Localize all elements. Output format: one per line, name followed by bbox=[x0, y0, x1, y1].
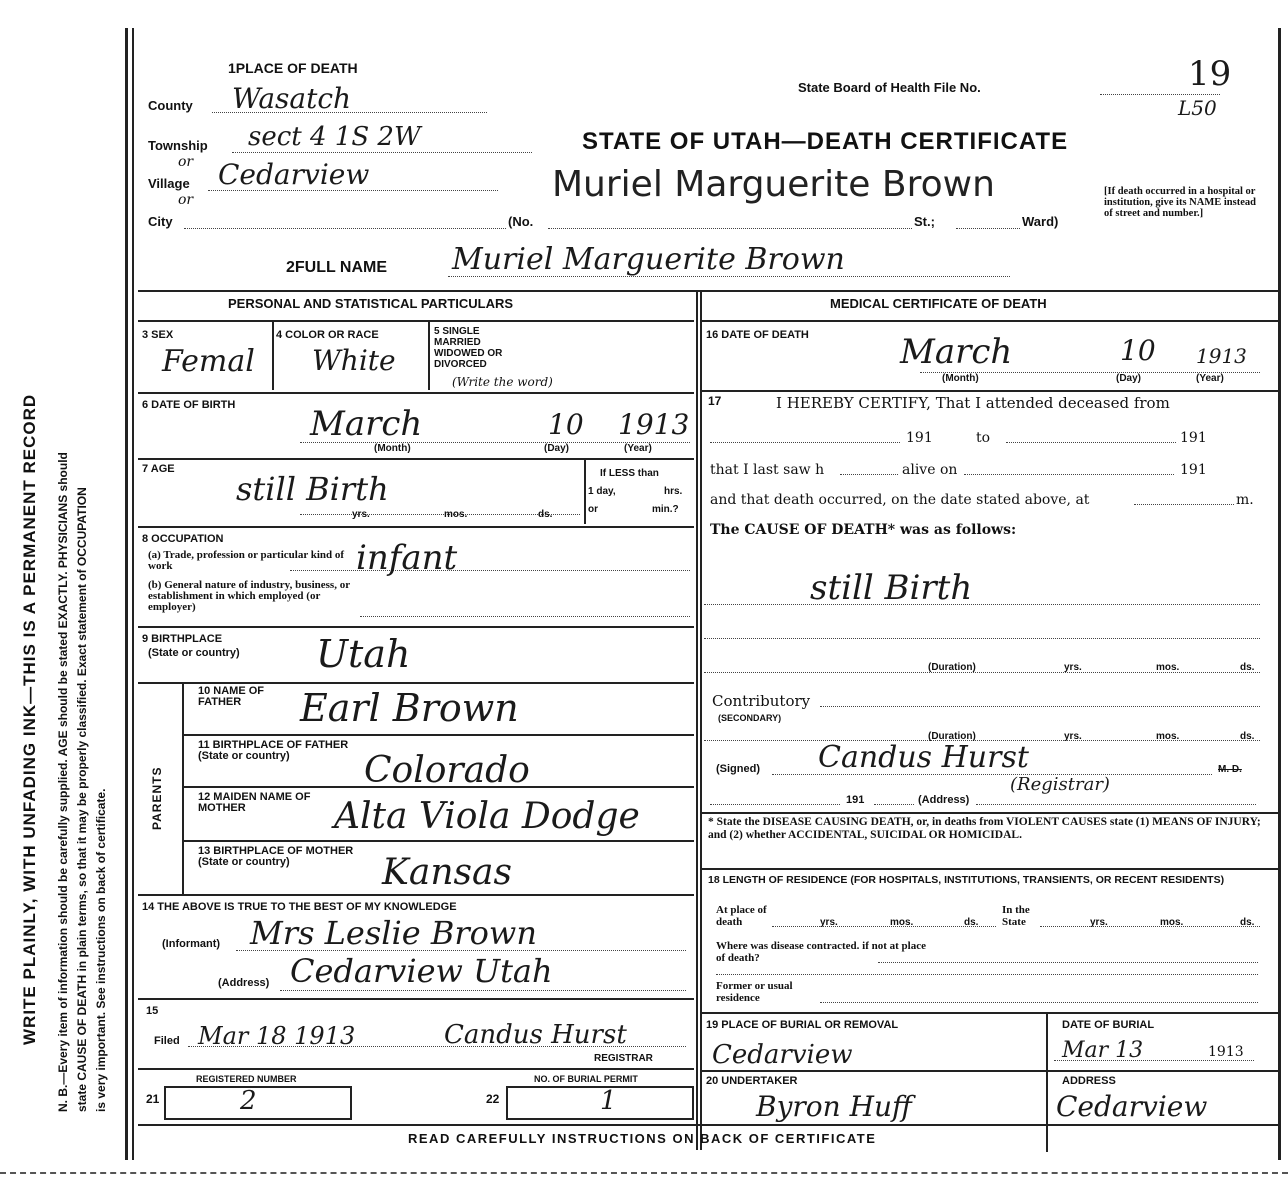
dob-year: 1913 bbox=[618, 408, 690, 441]
min-caption: min.? bbox=[652, 504, 679, 515]
occupation-b-label: (b) General nature of industry, business, or establishment in which employed (or employer) bbox=[148, 579, 350, 613]
length-of-residence-label: 18 LENGTH OF RESIDENCE (FOR HOSPITALS, INSTITUTIONS, TRANSIENTS, OR RECENT RESIDENTS) bbox=[708, 874, 1225, 886]
duration-label: (Duration) bbox=[928, 731, 976, 742]
mos-caption: mos. bbox=[1156, 662, 1180, 673]
month-caption: (Month) bbox=[942, 373, 979, 384]
color-label: 4 COLOR OR RACE bbox=[276, 329, 379, 341]
contributory-label: Contributory bbox=[712, 692, 811, 710]
mos-caption: mos. bbox=[1156, 731, 1180, 742]
ds-caption: ds. bbox=[538, 509, 553, 520]
right-section-title: MEDICAL CERTIFICATE OF DEATH bbox=[830, 296, 1047, 311]
occupation-a-label: (a) Trade, profession or particular kind of work bbox=[148, 549, 345, 572]
birthplace-sub-label: (State or country) bbox=[148, 647, 240, 659]
mother-birthplace-label: 13 BIRTHPLACE OF MOTHER (State or country) bbox=[198, 845, 354, 868]
mos-caption: mos. bbox=[1160, 917, 1184, 928]
yrs-caption: yrs. bbox=[1064, 662, 1082, 673]
street-label: St.; bbox=[914, 214, 935, 229]
sex-value: Femal bbox=[162, 344, 255, 379]
yrs-caption: yrs. bbox=[352, 509, 370, 520]
year-caption: (Year) bbox=[1196, 373, 1224, 384]
footnote: * State the DISEASE CAUSING DEATH, or, in deaths from VIOLENT CAUSES state (1) MEANS OF INJURY; and (2) whether ACCIDENTAL, SUICIDAL OR HOMICIDAL. bbox=[708, 816, 1261, 841]
yrs-caption: yrs. bbox=[1090, 917, 1108, 928]
file-number: 19 bbox=[1188, 54, 1232, 94]
mos-caption: mos. bbox=[890, 917, 914, 928]
undertaker-address-label: ADDRESS bbox=[1062, 1075, 1116, 1087]
mos-caption: mos. bbox=[444, 509, 468, 520]
full-name-value: Muriel Marguerite Brown bbox=[452, 242, 845, 277]
parents-label: PARENTS bbox=[150, 766, 164, 830]
dod-year: 1913 bbox=[1196, 344, 1247, 368]
dob-label: 6 DATE OF BIRTH bbox=[142, 399, 236, 411]
signed-label: (Signed) bbox=[716, 763, 760, 775]
instruction-note-2: state CAUSE OF DEATH in plain terms, so that it may be properly classified. Exact statement of OCCUPATION bbox=[75, 487, 89, 1112]
or-label: or bbox=[178, 192, 194, 208]
township-label: Township bbox=[148, 138, 208, 153]
certify-statement: I HEREBY CERTIFY, That I attended deceased from bbox=[776, 394, 1170, 412]
day-caption: (Day) bbox=[544, 443, 570, 454]
mother-birthplace-value: Kansas bbox=[382, 852, 512, 893]
village-value: Cedarview bbox=[218, 158, 370, 191]
date-of-burial-year: 1913 bbox=[1208, 1044, 1244, 1060]
year-191: 191 bbox=[1180, 462, 1207, 478]
father-birthplace-label: 11 BIRTHPLACE OF FATHER (State or country) bbox=[198, 739, 349, 762]
or-label: or bbox=[178, 154, 194, 170]
secondary-label: (SECONDARY) bbox=[718, 713, 782, 723]
registered-number-label: REGISTERED NUMBER bbox=[196, 1074, 297, 1084]
instruction-note-3: is very important. See instructions on back of certificate. bbox=[94, 788, 108, 1112]
dod-day: 10 bbox=[1120, 334, 1156, 367]
m-label: m. bbox=[1236, 492, 1254, 508]
typed-full-name: Muriel Marguerite Brown bbox=[552, 164, 995, 205]
county-label: County bbox=[148, 98, 193, 113]
registrar-note: (Registrar) bbox=[1010, 774, 1110, 795]
undertaker-address-value: Cedarview bbox=[1056, 1090, 1208, 1123]
ds-caption: ds. bbox=[1240, 917, 1255, 928]
where-contracted-label: Where was disease contracted. if not at place of death? bbox=[716, 940, 926, 964]
birthplace-value: Utah bbox=[316, 632, 411, 676]
burial-permit-value: 1 bbox=[600, 1086, 617, 1116]
full-name-label: 2FULL NAME bbox=[286, 259, 388, 276]
month-caption: (Month) bbox=[374, 443, 411, 454]
father-label: 10 NAME OF FATHER bbox=[198, 685, 265, 708]
to-label: to bbox=[976, 430, 991, 446]
age-label: 7 AGE bbox=[142, 463, 175, 475]
registrar-label: REGISTRAR bbox=[594, 1053, 653, 1064]
informant-address: Cedarview Utah bbox=[290, 952, 553, 990]
md-label: M. D. bbox=[1218, 764, 1242, 775]
item-15-label: 15 bbox=[146, 1005, 159, 1017]
year-caption: (Year) bbox=[624, 443, 652, 454]
hrs-caption: hrs. bbox=[664, 486, 683, 497]
occupation-value: infant bbox=[356, 538, 458, 578]
township-value: sect 4 1S 2W bbox=[248, 122, 421, 152]
year-191: 191 bbox=[846, 794, 865, 806]
instruction-note-1: N. B.—Every item of information should be carefully supplied. AGE should be stated EXACTLY. PHYSICIANS should bbox=[56, 452, 70, 1112]
hospital-note: [If death occurred in a hospital or institution, give its NAME instead of street and number.] bbox=[1104, 186, 1256, 219]
signed-value: Candus Hurst bbox=[818, 740, 1029, 775]
filed-label: Filed bbox=[154, 1035, 180, 1047]
last-saw-label: that I last saw h bbox=[710, 462, 825, 478]
true-statement-label: 14 THE ABOVE IS TRUE TO THE BEST OF MY KNOWLEDGE bbox=[142, 901, 457, 913]
burial-place-value: Cedarview bbox=[712, 1040, 853, 1070]
date-of-burial-label: DATE OF BURIAL bbox=[1062, 1019, 1155, 1031]
filed-date: Mar 18 1913 bbox=[198, 1022, 356, 1050]
file-number-label: State Board of Health File No. bbox=[798, 80, 981, 95]
yrs-caption: yrs. bbox=[820, 917, 838, 928]
ds-caption: ds. bbox=[1240, 731, 1255, 742]
marital-label: 5 SINGLE MARRIED WIDOWED OR DIVORCED bbox=[434, 326, 503, 370]
less-than-label: If LESS than bbox=[600, 468, 659, 479]
registrar-signature: Candus Hurst bbox=[444, 1020, 627, 1050]
ds-caption: ds. bbox=[1240, 662, 1255, 673]
duration-label: (Duration) bbox=[928, 662, 976, 673]
dod-month: March bbox=[900, 332, 1013, 372]
dod-label: 16 DATE OF DEATH bbox=[706, 329, 809, 341]
informant-label: (Informant) bbox=[162, 938, 221, 950]
former-residence-label: Former or usual residence bbox=[716, 980, 793, 1004]
alive-on-label: alive on bbox=[902, 462, 958, 478]
father-value: Earl Brown bbox=[300, 686, 519, 730]
address-label: (Address) bbox=[218, 977, 270, 989]
left-section-title: PERSONAL AND STATISTICAL PARTICULARS bbox=[228, 296, 514, 311]
registered-number-value: 2 bbox=[240, 1086, 257, 1116]
certificate-title: STATE OF UTAH—DEATH CERTIFICATE bbox=[582, 128, 1069, 155]
color-value: White bbox=[312, 344, 396, 377]
one-day-label: 1 day, bbox=[588, 486, 616, 497]
burial-permit-label: NO. OF BURIAL PERMIT bbox=[534, 1074, 638, 1084]
ward-label: Ward) bbox=[1022, 214, 1059, 229]
undertaker-label: 20 UNDERTAKER bbox=[706, 1075, 798, 1087]
cause-of-death-value: still Birth bbox=[810, 568, 973, 608]
county-value: Wasatch bbox=[232, 82, 352, 115]
permanent-record-notice: WRITE PLAINLY, WITH UNFADING INK—THIS IS A PERMANENT RECORD bbox=[20, 393, 39, 1045]
item-17-label: 17 bbox=[708, 394, 722, 408]
item-21-label: 21 bbox=[146, 1092, 160, 1106]
birthplace-label: 9 BIRTHPLACE bbox=[142, 633, 223, 645]
mother-label: 12 MAIDEN NAME OF MOTHER bbox=[198, 791, 311, 814]
dob-month: March bbox=[310, 404, 423, 444]
ds-caption: ds. bbox=[964, 917, 979, 928]
footer-instructions: READ CAREFULLY INSTRUCTIONS ON BACK OF CERTIFICATE bbox=[408, 1131, 877, 1146]
number-label: (No. bbox=[508, 214, 534, 229]
village-label: Village bbox=[148, 176, 190, 191]
registered-number-box bbox=[164, 1086, 352, 1120]
city-label: City bbox=[148, 214, 173, 229]
item-22-label: 22 bbox=[486, 1092, 500, 1106]
yrs-caption: yrs. bbox=[1064, 731, 1082, 742]
burial-place-label: 19 PLACE OF BURIAL OR REMOVAL bbox=[706, 1019, 899, 1031]
age-value: still Birth bbox=[236, 470, 389, 508]
address-label: (Address) bbox=[918, 794, 970, 806]
at-place-label: At place of death bbox=[716, 904, 767, 928]
dob-day: 10 bbox=[548, 408, 584, 441]
undertaker-value: Byron Huff bbox=[756, 1090, 912, 1123]
mother-value: Alta Viola Dodge bbox=[334, 796, 640, 837]
informant-value: Mrs Leslie Brown bbox=[250, 914, 537, 952]
occupation-label: 8 OCCUPATION bbox=[142, 533, 224, 545]
or-caption: or bbox=[588, 504, 598, 515]
year-191: 191 bbox=[1180, 430, 1207, 446]
in-state-label: In the State bbox=[1002, 904, 1030, 928]
file-sub-number: L50 bbox=[1178, 96, 1217, 120]
day-caption: (Day) bbox=[1116, 373, 1142, 384]
year-191: 191 bbox=[906, 430, 933, 446]
death-occurred-label: and that death occurred, on the date stated above, at bbox=[710, 492, 1090, 508]
father-birthplace-value: Colorado bbox=[364, 750, 530, 791]
marital-note: (Write the word) bbox=[452, 375, 553, 389]
sex-label: 3 SEX bbox=[142, 329, 174, 341]
cause-of-death-label: The CAUSE OF DEATH* was as follows: bbox=[710, 522, 1017, 538]
place-of-death-heading: 1PLACE OF DEATH bbox=[228, 60, 358, 76]
date-of-burial-value: Mar 13 bbox=[1062, 1038, 1144, 1063]
